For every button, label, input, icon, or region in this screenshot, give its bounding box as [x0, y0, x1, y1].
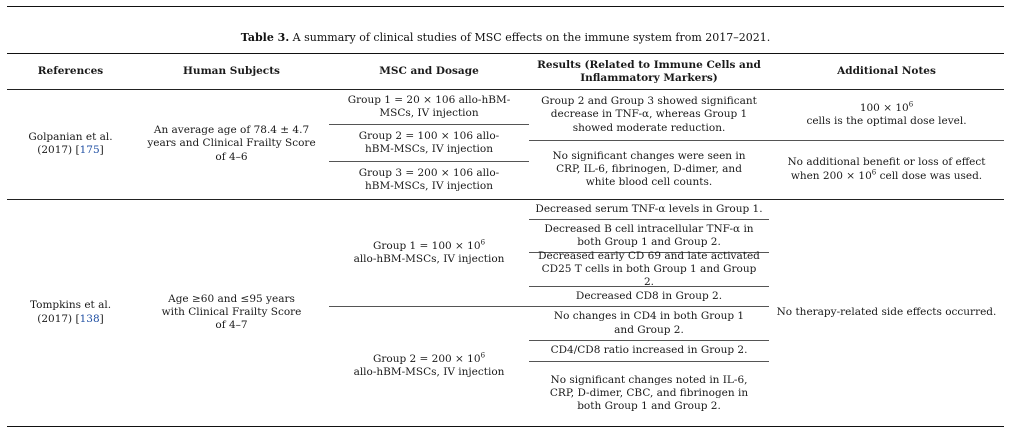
header-results: Results (Related to Immune Cells and Inflammatory Markers) — [537, 59, 761, 84]
study2-result-1: Decreased serum TNF-α levels in Group 1. — [535, 202, 763, 215]
study2-group1 — [329, 200, 529, 306]
study2-result-2: Decreased B cell intracellular TNF-α in both Group 1 and Group 2. — [544, 222, 754, 248]
study1-note2-sup: 6 — [871, 168, 877, 176]
study2-group1-post: allo-hBM-MSCs, IV injection — [353, 253, 505, 265]
study1-note-2 — [769, 141, 1004, 198]
study2-group2-sup: 6 — [480, 351, 486, 360]
bottom-rule — [7, 426, 1004, 427]
study1-note-1 — [769, 90, 1004, 140]
study2-group1-pre: Group 1 = 100 × 10 — [372, 239, 481, 252]
study1-group2: Group 2 = 100 × 106 allo-hBM-MSCs, IV injection — [358, 129, 500, 155]
study1-reference-text: Golpanian et al. (2017) — [28, 130, 113, 156]
study1-group1: Group 1 = 20 × 106 allo-hBM-MSCs, IV injection — [347, 93, 511, 119]
study1-note1-line1: 100 × 10 — [859, 101, 909, 114]
header-subjects: Human Subjects — [183, 64, 280, 77]
study2-ref-open: [ — [75, 312, 80, 325]
study1-group3: Group 3 = 200 × 106 allo-hBM-MSCs, IV injection — [358, 166, 500, 192]
study1-ref-open: [ — [75, 144, 80, 156]
header-notes: Additional Notes — [837, 64, 936, 77]
study1-ref-close: ] — [99, 144, 104, 156]
study1-note2-post: cell dose was used. — [876, 169, 983, 182]
study1-note1-sup: 6 — [908, 100, 914, 109]
table-caption — [7, 31, 1004, 45]
study2-note: No therapy-related side effects occurred. — [776, 305, 997, 318]
study2-group2 — [329, 307, 529, 425]
study1-result-1: Group 2 and Group 3 showed significant decrease in TNF-α, whereas Group 1 showed moderate reduction. — [541, 95, 757, 134]
study1-result-2: No significant changes were seen in CRP, IL-6, fibrinogen, D-dimer, and white blood cell counts. — [552, 149, 746, 189]
study2-result-3: Decreased early CD 69 and late activated CD25 T cells in both Group 1 and Group 2. — [538, 249, 760, 289]
study1-subjects: An average age of 78.4 ± 4.7 years and Clinical Frailty Score of 4–6 — [147, 124, 316, 163]
study2-ref-close: ] — [99, 312, 104, 325]
study1-ref-link[interactable]: 175 — [79, 144, 100, 156]
header-dosage: MSC and Dosage — [379, 64, 479, 77]
caption-label: Table 3. — [240, 31, 290, 44]
study2-group2-pre: Group 2 = 200 × 10 — [372, 352, 481, 365]
study1-note2-pre: No additional benefit or loss of effect when 200 × 10 — [787, 156, 986, 182]
study2-result-4: Decreased CD8 in Group 2. — [575, 289, 723, 302]
study1-note1-line2: cells is the optimal dose level. — [806, 115, 967, 127]
top-rule — [7, 6, 1004, 7]
study2-group2-post: allo-hBM-MSCs, IV injection — [353, 366, 505, 378]
caption-text: A summary of clinical studies of MSC effects on the immune system from 2017–2021. — [289, 31, 771, 44]
study2-result-6: CD4/CD8 ratio increased in Group 2. — [550, 344, 748, 357]
study2-group1-sup: 6 — [480, 238, 486, 247]
header-references: References — [37, 64, 104, 77]
study1-reference — [7, 90, 134, 198]
study2-ref-link[interactable]: 138 — [79, 312, 100, 325]
study2-reference-text: Tompkins et al. (2017) — [29, 299, 112, 325]
study2-subjects: Age ≥60 and ≤95 years with Clinical Frailty Score of 4–7 — [161, 292, 302, 332]
study2-result-5: No changes in CD4 in both Group 1 and Group 2. — [553, 310, 745, 336]
study2-result-7: No significant changes noted in IL-6, CRP, D-dimer, CBC, and fibrinogen in both Group 1 and Group 2. — [549, 373, 749, 413]
study2-reference — [7, 200, 134, 425]
